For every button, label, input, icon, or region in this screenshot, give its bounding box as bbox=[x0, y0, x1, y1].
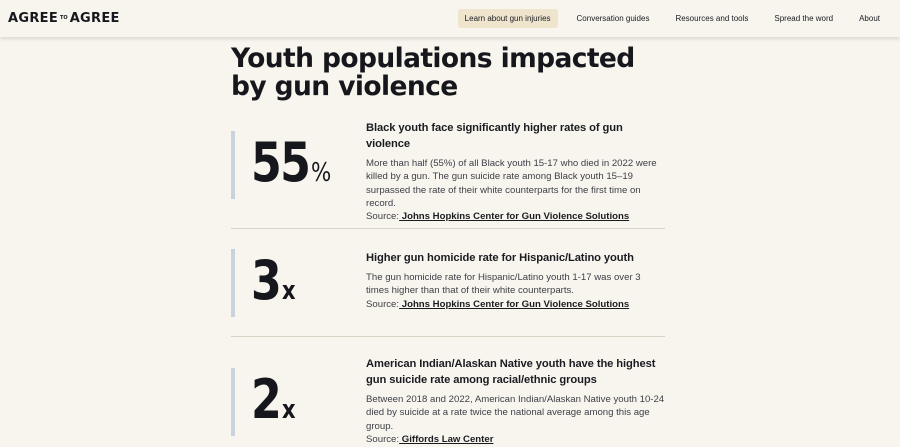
stat-value: 3 bbox=[251, 249, 281, 312]
stat-accent-bar bbox=[231, 368, 235, 436]
stat-source bbox=[366, 210, 666, 223]
logo-word-right: AGREE bbox=[69, 11, 120, 26]
source-label: Source: bbox=[366, 298, 400, 310]
stat-card-hispanic-latino-youth bbox=[231, 249, 665, 339]
main-content bbox=[231, 43, 665, 445]
stat-number bbox=[251, 368, 296, 431]
source-link-johns-hopkins[interactable]: Johns Hopkins Center for Gun Violence Solutions bbox=[399, 211, 630, 223]
source-label: Source: bbox=[366, 211, 400, 223]
site-logo[interactable] bbox=[8, 11, 120, 26]
section-divider bbox=[231, 228, 665, 229]
stat-card-american-indian-alaskan-native-youth bbox=[231, 355, 665, 447]
main-nav bbox=[458, 9, 887, 28]
nav-spread-the-word[interactable]: Spread the word bbox=[774, 14, 834, 23]
nav-learn-about-gun-injuries[interactable]: Learn about gun injuries bbox=[458, 9, 558, 28]
stat-heading: Black youth face significantly higher rates of gun violence bbox=[366, 122, 623, 150]
stat-card-black-youth bbox=[231, 122, 665, 252]
stat-body: The gun homicide rate for Hispanic/Latino youth 1-17 was over 3 times higher than that of their white counterparts. bbox=[366, 272, 641, 297]
nav-resources-and-tools[interactable]: Resources and tools bbox=[675, 14, 749, 23]
logo-word-left: AGREE bbox=[8, 11, 59, 26]
stat-value: 2 bbox=[251, 368, 281, 431]
stat-text bbox=[366, 356, 666, 446]
stat-body: Between 2018 and 2022, American Indian/Alaskan Native youth 10-24 died by suicide at a rate twice the national average among this age group. bbox=[366, 394, 665, 432]
nav-conversation-guides[interactable]: Conversation guides bbox=[576, 14, 650, 23]
stat-source bbox=[366, 433, 666, 446]
stat-source bbox=[366, 298, 666, 311]
source-link-giffords-law-center[interactable]: Giffords Law Center bbox=[399, 433, 494, 445]
logo-word-middle: TO bbox=[60, 14, 68, 21]
stat-heading: American Indian/Alaskan Native youth have the highest gun suicide rate among racial/ethnic groups bbox=[366, 358, 656, 386]
stat-value: 55 bbox=[251, 131, 310, 194]
stat-text bbox=[366, 120, 666, 223]
stat-text bbox=[366, 250, 666, 311]
stat-unit: x bbox=[281, 276, 296, 306]
stat-number bbox=[251, 249, 296, 312]
stat-unit: % bbox=[310, 158, 332, 188]
stat-number bbox=[251, 131, 332, 194]
stat-accent-bar bbox=[231, 249, 235, 317]
section-divider bbox=[231, 336, 665, 337]
source-link-johns-hopkins[interactable]: Johns Hopkins Center for Gun Violence Solutions bbox=[399, 298, 630, 310]
top-navigation-bar bbox=[0, 0, 900, 37]
page-title: Youth populations impacted by gun violence bbox=[231, 43, 635, 102]
stat-accent-bar bbox=[231, 131, 235, 199]
source-label: Source: bbox=[366, 433, 400, 445]
stat-heading: Higher gun homicide rate for Hispanic/Latino youth bbox=[366, 252, 634, 264]
stat-unit: x bbox=[281, 395, 296, 425]
stat-body: More than half (55%) of all Black youth 15-17 who died in 2022 were killed by a gun. The gun suicide rate among Black youth 15–19 surpassed the rate of their white counterparts for the first time on record. bbox=[366, 158, 657, 209]
nav-about[interactable]: About bbox=[859, 14, 880, 23]
